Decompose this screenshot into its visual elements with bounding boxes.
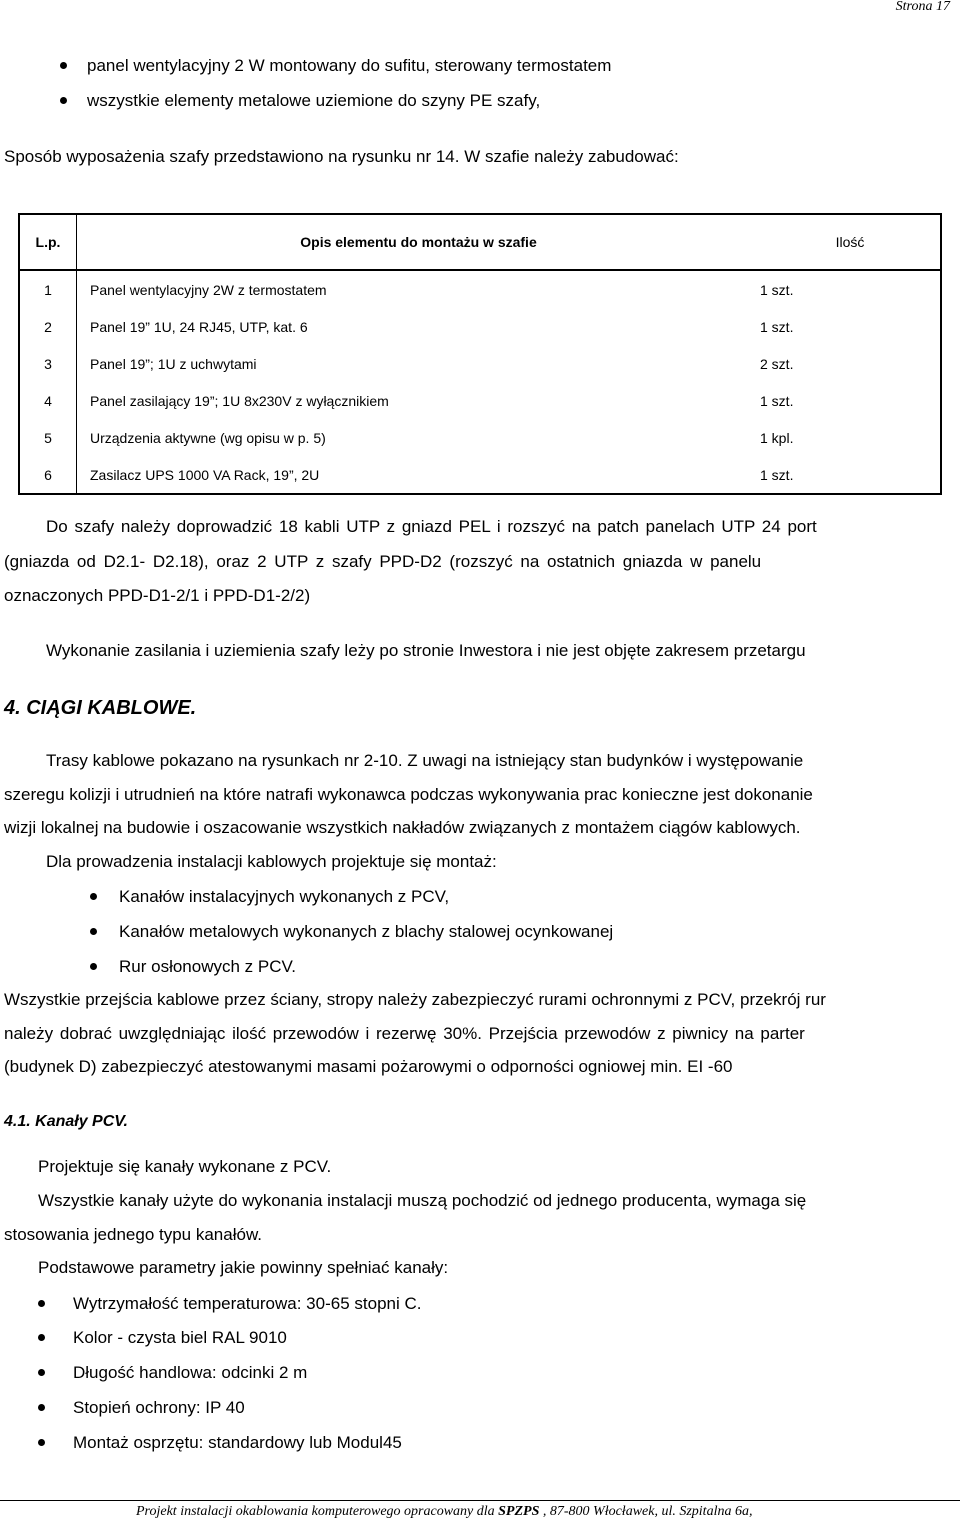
section-heading-4-1: 4.1. Kanały PCV. bbox=[4, 1113, 128, 1130]
cables-paragraph-line: oznaczonych PPD-D1-2/1 i PPD-D1-2/2) bbox=[4, 586, 311, 605]
header-lp: L.p. bbox=[19, 214, 77, 270]
bullet-item: Wytrzymałość temperaturowa: 30-65 stopni C. bbox=[73, 1294, 422, 1313]
cell-description: Zasilacz UPS 1000 VA Rack, 19”, 2U bbox=[90, 466, 320, 483]
cell-quantity: 1 kpl. bbox=[760, 429, 794, 446]
bullet-icon bbox=[90, 893, 97, 900]
table-row bbox=[19, 382, 941, 419]
cell-lp: 6 bbox=[19, 456, 77, 494]
page-number: Strona 17 bbox=[895, 0, 950, 14]
table-row bbox=[19, 345, 941, 382]
bullet-icon bbox=[38, 1369, 45, 1376]
cell-quantity: 1 szt. bbox=[760, 392, 794, 409]
passages-paragraph-line: Wszystkie przejścia kablowe przez ściany, stropy należy zabezpieczyć rurami ochronnymi z PCV, przekrój rur bbox=[4, 990, 826, 1009]
routes-paragraph-line: szeregu kolizji i utrudnień na które natrafi wykonawca podczas wykonywania prac konieczne jest dokonanie bbox=[4, 785, 813, 804]
bullet-icon bbox=[38, 1300, 45, 1307]
pcv-paragraph-line: Wszystkie kanały użyte do wykonania instalacji muszą pochodzić od jednego producenta, wymaga się bbox=[38, 1191, 807, 1210]
bullet-item: Długość handlowa: odcinki 2 m bbox=[73, 1363, 308, 1382]
bullet-icon bbox=[90, 963, 97, 970]
bullet-item: Kolor - czysta biel RAL 9010 bbox=[73, 1328, 287, 1347]
header-description: Opis elementu do montażu w szafie bbox=[77, 214, 761, 270]
cell-description: Panel 19”; 1U z uchwytami bbox=[90, 355, 257, 372]
cell-description: Panel wentylacyjny 2W z termostatem bbox=[90, 281, 327, 298]
equipment-table bbox=[18, 213, 942, 495]
table-row bbox=[19, 456, 941, 494]
cell-description: Urządzenia aktywne (wg opisu w p. 5) bbox=[90, 429, 326, 446]
pcv-paragraph: Projektuje się kanały wykonane z PCV. bbox=[38, 1157, 332, 1176]
cell-lp: 3 bbox=[19, 345, 77, 382]
footer-divider bbox=[0, 1500, 960, 1501]
passages-paragraph-line: (budynek D) zabezpieczyć atestowanymi masami pożarowymi o odporności ogniowej min. EI -60 bbox=[4, 1057, 733, 1076]
cell-description: Panel zasilający 19”; 1U 8x230V z wyłącznikiem bbox=[90, 392, 389, 409]
intro-line: Sposób wyposażenia szafy przedstawiono na rysunku nr 14. W szafie należy zabudować: bbox=[4, 147, 679, 166]
bullet-icon bbox=[60, 97, 67, 104]
bullet-item: Stopień ochrony: IP 40 bbox=[73, 1398, 245, 1417]
bullet-item: Kanałów instalacyjnych wykonanych z PCV, bbox=[119, 887, 450, 906]
table-header-row bbox=[19, 214, 941, 270]
bullet-icon bbox=[38, 1334, 45, 1341]
pcv-paragraph-line: stosowania jednego typu kanałów. bbox=[4, 1225, 263, 1244]
bullet-item: wszystkie elementy metalowe uziemione do szyny PE szafy, bbox=[87, 91, 541, 110]
bullet-icon bbox=[38, 1404, 45, 1411]
cell-lp: 5 bbox=[19, 419, 77, 456]
cell-lp: 2 bbox=[19, 308, 77, 345]
table-row bbox=[19, 308, 941, 345]
table-row bbox=[19, 419, 941, 456]
routes-paragraph-line: Trasy kablowe pokazano na rysunkach nr 2-10. Z uwagi na istniejący stan budynków i występowanie bbox=[46, 751, 804, 770]
section-heading-4: 4. CIĄGI KABLOWE. bbox=[4, 697, 197, 719]
bullet-item: panel wentylacyjny 2 W montowany do sufitu, sterowany termostatem bbox=[87, 56, 612, 75]
bullet-item: Rur osłonowych z PCV. bbox=[119, 957, 297, 976]
footer bbox=[136, 1504, 752, 1520]
header-quantity: Ilość bbox=[760, 214, 941, 270]
install-paragraph: Dla prowadzenia instalacji kablowych projektuje się montaż: bbox=[46, 852, 497, 871]
footer-suffix: , 87-800 Włocławek, ul. Szpitalna 6a, bbox=[539, 1504, 753, 1519]
cables-paragraph-line: (gniazda od D2.1- D2.18), oraz 2 UTP z szafy PPD-D2 (rozszyć na ostatnich gniazda w panelu bbox=[4, 552, 762, 571]
cell-lp: 4 bbox=[19, 382, 77, 419]
bullet-icon bbox=[90, 928, 97, 935]
passages-paragraph-line: należy dobrać uwzględniając ilość przewodów i rezerwę 30%. Przejścia przewodów z piwnicy na parter bbox=[4, 1024, 805, 1043]
cell-quantity: 1 szt. bbox=[760, 281, 794, 298]
params-paragraph: Podstawowe parametry jakie powinny spełniać kanały: bbox=[38, 1258, 449, 1277]
bullet-icon bbox=[38, 1439, 45, 1446]
bullet-item: Kanałów metalowych wykonanych z blachy stalowej ocynkowanej bbox=[119, 922, 614, 941]
cell-description: Panel 19” 1U, 24 RJ45, UTP, kat. 6 bbox=[90, 318, 308, 335]
cell-quantity: 1 szt. bbox=[760, 318, 794, 335]
footer-client: SPZPS bbox=[498, 1504, 540, 1519]
bullet-icon bbox=[60, 62, 67, 69]
routes-paragraph-line: wizji lokalnej na budowie i oszacowanie wszystkich nakładów związanych z montażem ciągów kablowych. bbox=[4, 818, 801, 837]
bullet-item: Montaż osprzętu: standardowy lub Modul45 bbox=[73, 1433, 402, 1452]
cables-paragraph-line: Do szafy należy doprowadzić 18 kabli UTP z gniazd PEL i rozszyć na patch panelach UTP 24 port bbox=[46, 517, 817, 536]
table-row bbox=[19, 270, 941, 308]
cell-lp: 1 bbox=[19, 270, 77, 308]
cell-quantity: 1 szt. bbox=[760, 466, 794, 483]
footer-prefix: Projekt instalacji okablowania komputerowego opracowany dla bbox=[136, 1504, 499, 1519]
cell-quantity: 2 szt. bbox=[760, 355, 794, 372]
power-paragraph: Wykonanie zasilania i uziemienia szafy leży po stronie Inwestora i nie jest objęte zakresem przetargu bbox=[46, 641, 806, 660]
